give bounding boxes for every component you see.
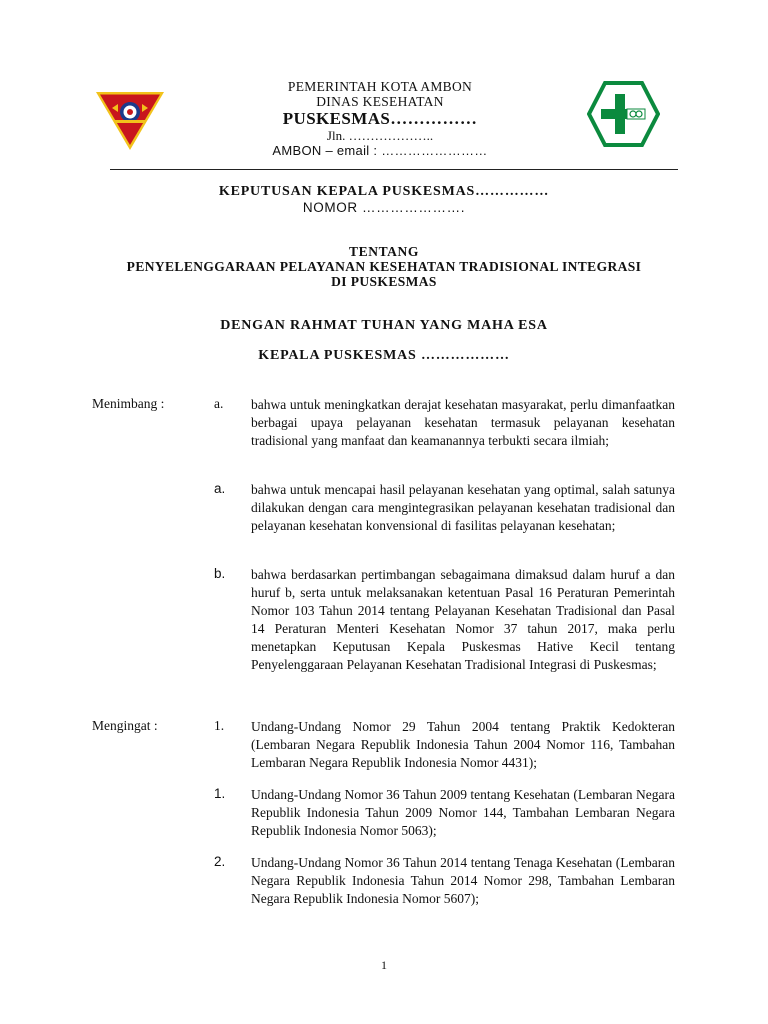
- decree-head: KEPALA PUSKESMAS ………………: [258, 348, 510, 363]
- mengingat-marker-3: 2.: [214, 854, 226, 869]
- letterhead-department: DINAS KESEHATAN: [316, 94, 444, 109]
- letterhead-puskesmas: PUSKESMAS……………: [282, 109, 478, 128]
- letterhead-email: AMBON – email : ……………………: [272, 143, 488, 158]
- decree-number: NOMOR ………………….: [302, 200, 466, 215]
- mengingat-label: Mengingat :: [92, 718, 158, 733]
- letterhead-address: Jln. ………………..: [326, 128, 434, 143]
- decree-about: TENTANG: [349, 244, 419, 259]
- menimbang-text-1: bahwa untuk meningkatkan derajat kesehatan masyarakat, perlu dimanfaatkan berbagai upaya pelayanan kesehatan termasuk pelayanan kesehatan tradisional yang manfaat dan keamanannya terbukti secara ilmiah;: [251, 397, 675, 448]
- decree-title: KEPUTUSAN KEPALA PUSKESMAS……………: [218, 184, 550, 199]
- menimbang-label: Menimbang :: [92, 396, 165, 411]
- letterhead-divider: [110, 169, 678, 170]
- mengingat-text-3: Undang-Undang Nomor 36 Tahun 2014 tentang Tenaga Kesehatan (Lembaran Negara Republik Indonesia Tahun 2014 Nomor 298, Tambahan Lembaran Negara Republik Indonesia Nomor 5607);: [251, 855, 675, 906]
- mengingat-marker-1: 1.: [214, 718, 225, 733]
- menimbang-marker-2: a.: [214, 481, 226, 496]
- decree-subject-line1: PENYELENGGARAAN PELAYANAN KESEHATAN TRADISIONAL INTEGRASI: [126, 259, 642, 274]
- mengingat-text-2: Undang-Undang Nomor 36 Tahun 2009 tentang Kesehatan (Lembaran Negara Republik Indonesia Tahun 2009 Nomor 144, Tambahan Lembaran Negara Republik Indonesia Nomor 5063);: [251, 787, 675, 838]
- letterhead-government: PEMERINTAH KOTA AMBON: [287, 79, 473, 94]
- mengingat-text-1: Undang-Undang Nomor 29 Tahun 2004 tentang Praktik Kedokteran (Lembaran Negara Republik Indonesia Tahun 2004 Nomor 116, Tambahan Lembaran Negara Republik Indonesia Nomor 4431);: [251, 719, 675, 770]
- puskesmas-health-logo: [587, 80, 660, 148]
- decree-subject-line2: DI PUSKESMAS: [331, 274, 437, 289]
- mengingat-marker-2: 1.: [214, 786, 226, 801]
- menimbang-text-2: bahwa untuk mencapai hasil pelayanan kesehatan yang optimal, salah satunya dilakukan dengan cara mengintegrasikan pelayanan kesehatan tradisional dan pelayanan kesehatan konvensional di fasilitas pelayanan kesehatan;: [251, 482, 675, 533]
- page-number: 1: [381, 958, 387, 972]
- menimbang-marker-1: a.: [214, 396, 224, 411]
- menimbang-text-3: bahwa berdasarkan pertimbangan sebagaimana dimaksud dalam huruf a dan huruf b, serta untuk melaksanakan ketentuan Pasal 16 Peraturan Pemerintah Nomor 103 Tahun 2014 tentang Pelayanan Kesehatan Tradisional dan Pasal 14 Peraturan Menteri Kesehatan Nomor 37 tahun 2017, maka perlu menetapkan Keputusan Kepala Puskesmas Hative Kecil tentang Penyelenggaraan Pelayanan Kesehatan Tradisional Integrasi di Puskesmas;: [251, 567, 675, 672]
- decree-blessing: DENGAN RAHMAT TUHAN YANG MAHA ESA: [220, 318, 548, 333]
- city-emblem-logo: [94, 90, 166, 152]
- menimbang-marker-3: b.: [214, 566, 226, 581]
